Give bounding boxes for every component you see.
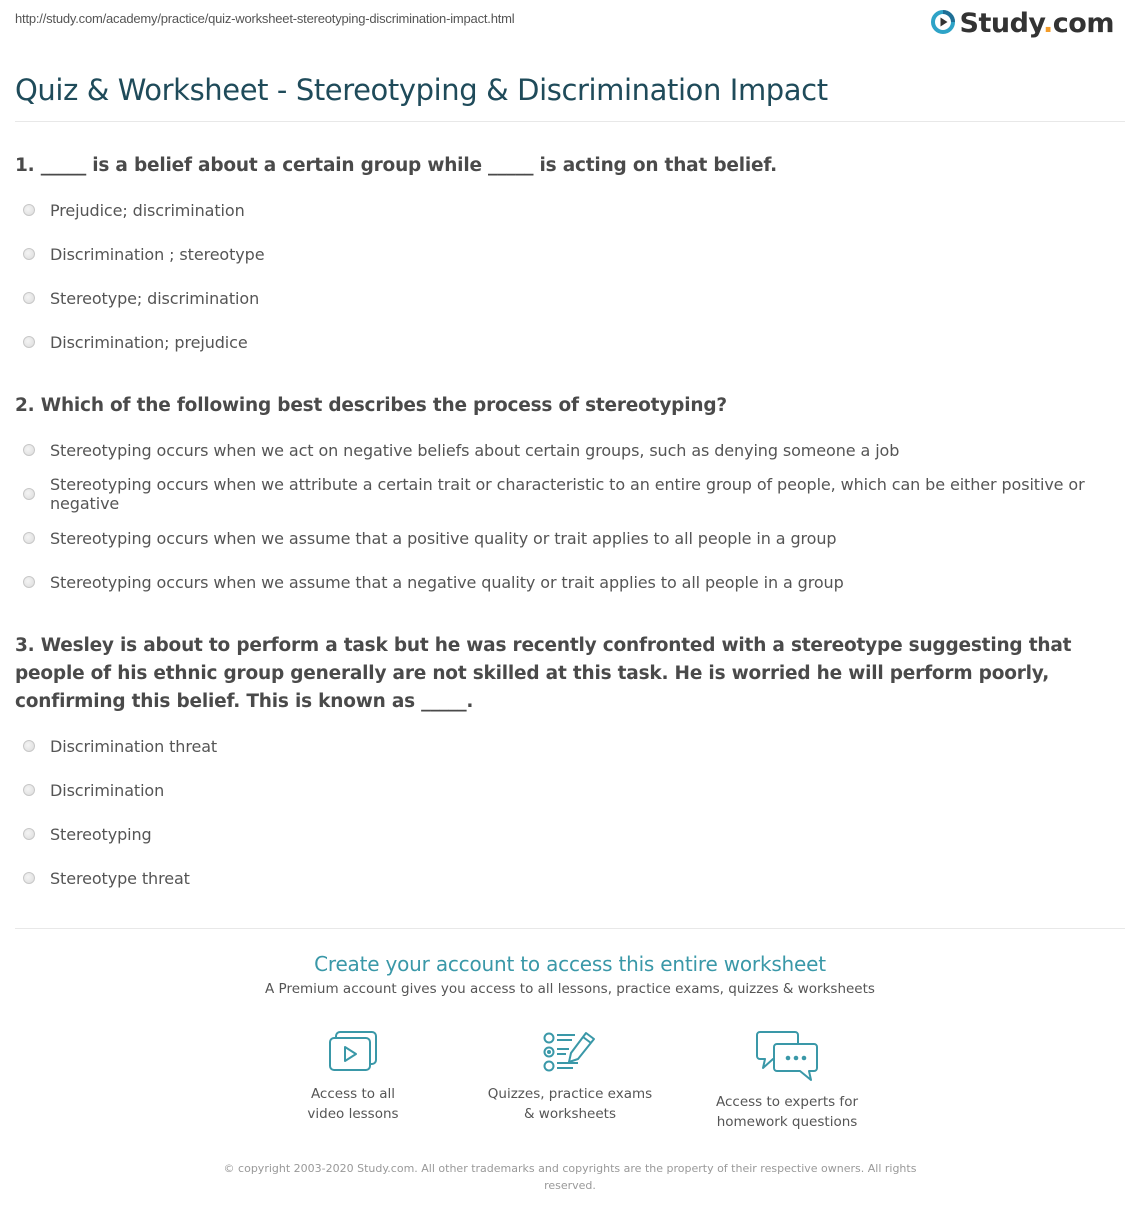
feature-label: Quizzes, practice exams [487, 1086, 653, 1102]
answer-option[interactable] [15, 516, 1125, 560]
feature-label: Access to experts for [715, 1094, 858, 1110]
premium-features [0, 1030, 1140, 1132]
option-label: Prejudice; discrimination [50, 200, 245, 220]
option-label: Stereotype threat [50, 868, 190, 888]
logo-text: Study.com [959, 8, 1114, 39]
play-circle-icon [930, 9, 956, 39]
chat-bubbles-icon [679, 1030, 896, 1082]
radio-button[interactable] [23, 248, 35, 260]
divider [15, 928, 1125, 929]
cta-title-link[interactable]: Create your account to access this entire worksheet [314, 952, 826, 976]
option-label: Stereotyping [50, 824, 152, 844]
divider [15, 121, 1125, 122]
option-label: Discrimination; prejudice [50, 332, 248, 352]
video-lessons-icon [245, 1030, 462, 1074]
option-label: Stereotype; discrimination [50, 288, 260, 308]
page-url: http://study.com/academy/practice/quiz-worksheet-stereotyping-discrimination-impact.html [15, 11, 515, 26]
feature-quizzes [462, 1030, 679, 1132]
option-label: Stereotyping occurs when we assume that a positive quality or trait applies to all people in a group [50, 528, 837, 548]
quiz-checklist-icon [462, 1030, 679, 1074]
copyright-notice: © copyright 2003-2020 Study.com. All other trademarks and copyrights are the property of their respective owners. All rights reserved. [223, 1162, 917, 1192]
answer-option[interactable] [15, 768, 1125, 812]
answer-options [15, 188, 1125, 364]
signup-cta [0, 950, 1140, 998]
feature-label: homework questions [716, 1114, 858, 1130]
answer-option[interactable] [15, 276, 1125, 320]
option-label: Discrimination ; stereotype [50, 244, 265, 264]
option-label: Discrimination threat [50, 736, 218, 756]
question-3 [15, 632, 1125, 900]
radio-button[interactable] [23, 444, 35, 456]
cta-subtitle: A Premium account gives you access to all lessons, practice exams, quizzes & worksheets [265, 981, 875, 997]
radio-button[interactable] [23, 828, 35, 840]
answer-option[interactable] [15, 188, 1125, 232]
feature-label: & worksheets [523, 1106, 616, 1122]
answer-option[interactable] [15, 320, 1125, 364]
answer-option[interactable] [15, 428, 1125, 472]
radio-button[interactable] [23, 204, 35, 216]
radio-button[interactable] [23, 784, 35, 796]
option-label: Stereotyping occurs when we act on negative beliefs about certain groups, such as denying someone a job [50, 440, 900, 460]
answer-options [15, 428, 1125, 604]
question-text: 1. _____ is a belief about a certain group while _____ is acting on that belief. [15, 155, 778, 176]
feature-experts [679, 1030, 896, 1132]
answer-option[interactable] [15, 812, 1125, 856]
radio-button[interactable] [23, 336, 35, 348]
radio-button[interactable] [23, 292, 35, 304]
radio-button[interactable] [23, 872, 35, 884]
answer-options [15, 724, 1125, 900]
answer-option[interactable] [15, 724, 1125, 768]
option-label: Stereotyping occurs when we attribute a certain trait or characteristic to an entire group of people, which can be either positive or negative [50, 475, 1085, 513]
answer-option[interactable] [15, 232, 1125, 276]
radio-button[interactable] [23, 576, 35, 588]
answer-option[interactable] [15, 856, 1125, 900]
option-label: Stereotyping occurs when we assume that a negative quality or trait applies to all people in a group [50, 572, 844, 592]
radio-button[interactable] [23, 488, 35, 500]
feature-video-lessons [245, 1030, 462, 1132]
question-text: 2. Which of the following best describes the process of stereotyping? [15, 395, 727, 416]
page-title: Quiz & Worksheet - Stereotyping & Discrimination Impact [15, 73, 828, 107]
answer-option[interactable] [15, 560, 1125, 604]
feature-label: Access to all [310, 1086, 396, 1102]
question-text: 3. Wesley is about to perform a task but he was recently confronted with a stereotype suggesting that people of his ethnic group generally are not skilled at this task. He is worried he will perform poorly, confirming this belief. This is known as _____. [15, 635, 1072, 712]
question-2 [15, 392, 1125, 604]
radio-button[interactable] [23, 740, 35, 752]
feature-label: video lessons [307, 1106, 399, 1122]
option-label: Discrimination [50, 780, 165, 800]
study-logo[interactable] [930, 8, 1115, 40]
radio-button[interactable] [23, 532, 35, 544]
answer-option[interactable] [15, 472, 1125, 516]
question-1 [15, 152, 1125, 364]
